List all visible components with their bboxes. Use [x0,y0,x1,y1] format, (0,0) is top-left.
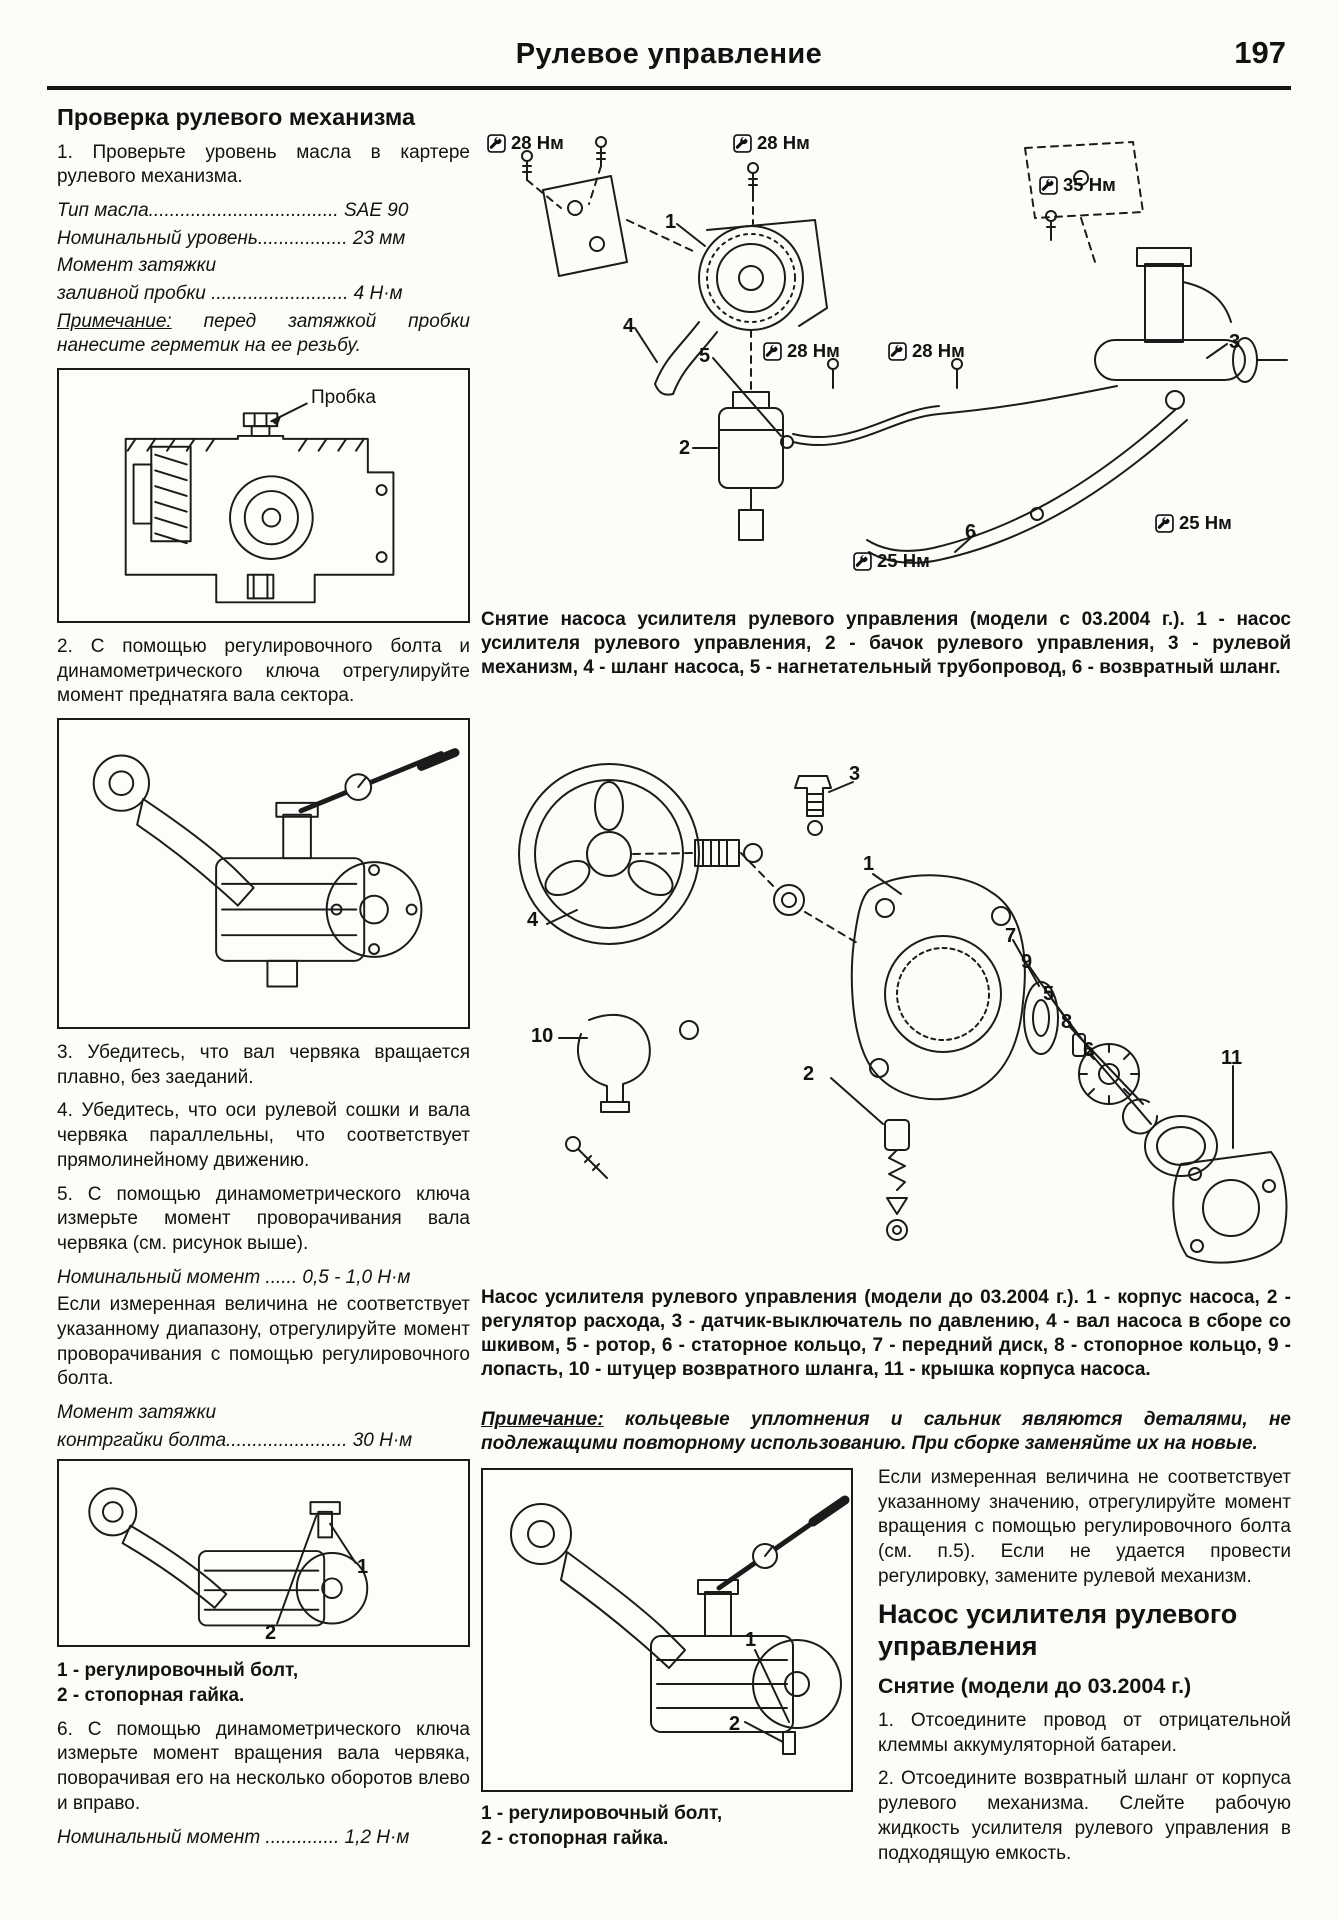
callout-shaft-pulley: 4 [527,909,539,931]
removal-subheading: Снятие (модели до 03.2004 г.) [878,1674,1192,1699]
spec-nominal-moment-2: Номинальный момент .............. 1,2 Н·м [57,1826,410,1848]
figure-filler-plug [57,368,470,623]
gear-rotation-drawing [483,1470,851,1790]
step-1: 1. Проверьте уровень масла в картере рулевого механизма. [57,141,470,188]
removal-step-2: 2. Отсоедините возвратный шланг от корпуса рулевого механизма. Слейте рабочую жидкость усилителя рулевого управления в подходящую емкость. [878,1768,1291,1864]
step-4: 4. Убедитесь, что оси рулевой сошки и вала червяка параллельны, что соответствует прямолинейному движению. [57,1100,470,1171]
note-text: кольцевые уплотнения и сальник являются деталями, не подлежащими повторному использованию. При сборке заменяйте их на новые. [481,1409,1291,1455]
spec-nominal-moment-1: Номинальный момент ...... 0,5 - 1,0 Н·м [57,1266,411,1288]
removal-figure-caption: Снятие насоса усилителя рулевого управления (модели с 03.2004 г.). 1 - насос усилителя рулевого управления, 2 - бачок рулевого управления, 3 - рулевой механизм, 4 - шланг насоса, 5 - нагнетательный трубопровод, 6 - возвратный шланг. [481,609,1291,679]
note-text: перед затяжкой пробки нанесите герметик на ее резьбу. [57,310,470,357]
wrench-icon [763,342,782,361]
step-3: 3. Убедитесь, что вал червяка вращается плавно, без заеданий. [57,1042,470,1088]
torque-label [763,342,840,361]
plug-label: Пробка [311,387,376,409]
wrench-icon [487,134,506,153]
wrench-icon [888,342,907,361]
spec-locknut-torque-1: Момент затяжки [57,1402,217,1424]
spec-locknut-torque-2: контргайки болта....................... 30 Н·м [57,1429,413,1451]
callout-adjusting-bolt: 1 [357,1556,369,1579]
figure-gear-adjuster [57,1459,470,1647]
torque-value: 28 Нм [511,132,564,154]
wrench-icon [1155,514,1174,533]
callout-pressure-pipe: 5 [699,345,711,367]
figure-pump-exploded [481,712,1290,1274]
pump-figure-caption: Насос усилителя рулевого управления (модели до 03.2004 г.). 1 - корпус насоса, 2 - регулятор расхода, 3 - датчик-выключатель по давлению, 4 - вал насоса в сборе со шкивом, 5 - ротор, 6 - статорное кольцо, 7 - передний диск, 8 - стопорное кольцо, 9 - лопасть, 10 - штуцер возвратного шланга, 11 - крышка корпуса насоса. [481,1287,1291,1381]
figure-caption-line: 1 - регулировочный болт, [481,1803,723,1824]
callout-pump-cover: 11 [1221,1047,1243,1069]
callout-pump: 1 [665,211,677,233]
figure-caption-line: 2 - стопорная гайка. [481,1827,669,1849]
bottom-figure-captions [481,1802,853,1851]
figure-caption-line: 2 - стопорная гайка. [57,1685,245,1707]
callout-rotor: 5 [1043,983,1055,1005]
callout-steering-gear: 3 [1229,331,1241,353]
callout-reservoir: 2 [679,437,691,459]
gear-adjuster-drawing [59,1461,468,1645]
step-2: 2. С помощью регулировочного болта и динамометрического ключа отрегулируйте момент преднатяга вала сектора. [57,636,470,707]
pump-section-heading: Насос усилителя рулевого управления [878,1599,1238,1662]
wrench-icon [853,552,872,571]
torque-label [733,134,810,153]
wrench-icon [733,134,752,153]
right-column [878,1466,1291,1875]
callout-vane: 9 [1021,951,1033,973]
torque-label [853,552,930,571]
figure-gear-preload [57,718,470,1029]
filler-plug-drawing [59,370,468,621]
callout-return-fitting: 10 [531,1025,554,1047]
callout-stator-ring: 6 [1083,1039,1095,1061]
torque-label [888,342,965,361]
gear-preload-drawing [59,720,468,1027]
torque-label [1039,176,1116,195]
torque-label [1155,514,1232,533]
torque-value: 28 Нм [912,340,965,362]
callout-pump-hose: 4 [623,315,635,337]
callout-lock-nut: 2 [729,1713,741,1735]
callout-pressure-switch: 3 [849,763,861,785]
torque-value: 25 Нм [877,550,930,572]
callout-adjusting-bolt: 1 [745,1629,757,1651]
section-heading: Проверка рулевого механизма [57,104,416,130]
step-6: 6. С помощью динамометрического ключа измерьте момент вращения вала червяка, поворачивая его на несколько оборотов влево и вправо. [57,1718,470,1814]
torque-value: 35 Нм [1063,174,1116,196]
note-label: Примечание: [481,1409,604,1430]
torque-value: 25 Нм [1179,512,1232,534]
callout-lock-nut: 2 [265,1622,277,1645]
adjustment-paragraph: Если измеренная величина не соответствует указанному значению, отрегулируйте момент вращения с помощью регулировочного болта (см. п.5). Если не удается провести регулировку, замените рулевой механизм. [878,1467,1291,1587]
note-seals [481,1408,1291,1456]
spec-oil-type: Тип масла.................................... SAE 90 [57,199,409,221]
spec-plug-torque-2: заливной пробки .......................... 4 Н·м [57,282,403,304]
note-sealant [57,310,470,359]
torque-value: 28 Нм [757,132,810,154]
wrench-icon [1039,176,1058,195]
callout-return-hose: 6 [965,521,977,543]
callout-front-disk: 7 [1005,925,1017,947]
step-5b: Если измеренная величина не соответствует указанному диапазону, отрегулируйте момент проворачивания с помощью регулировочного болта. [57,1294,470,1390]
callout-flow-regulator: 2 [803,1063,815,1085]
figure-gear-rotation-check [481,1468,853,1792]
removal-step-1: 1. Отсоедините провод от отрицательной клеммы аккумуляторной батареи. [878,1710,1291,1756]
page-number: 197 [1234,35,1286,70]
callout-snap-ring: 8 [1061,1011,1073,1033]
figure-pump-removal [481,112,1290,598]
torque-label [487,134,564,153]
spec-oil-level: Номинальный уровень................. 23 мм [57,227,406,249]
left-column [57,102,470,1853]
callout-pump-housing: 1 [863,853,875,875]
spec-plug-torque-1: Момент затяжки [57,255,217,277]
torque-value: 28 Нм [787,340,840,362]
step-5: 5. С помощью динамометрического ключа измерьте момент проворачивания вала червяка (см. рисунок выше). [57,1183,470,1254]
figure-caption-line: 1 - регулировочный болт, [57,1660,299,1682]
note-label: Примечание: [57,310,172,332]
page-title: Рулевое управление [515,38,823,70]
header-rule [47,86,1291,90]
pump-exploded-drawing [481,712,1290,1274]
